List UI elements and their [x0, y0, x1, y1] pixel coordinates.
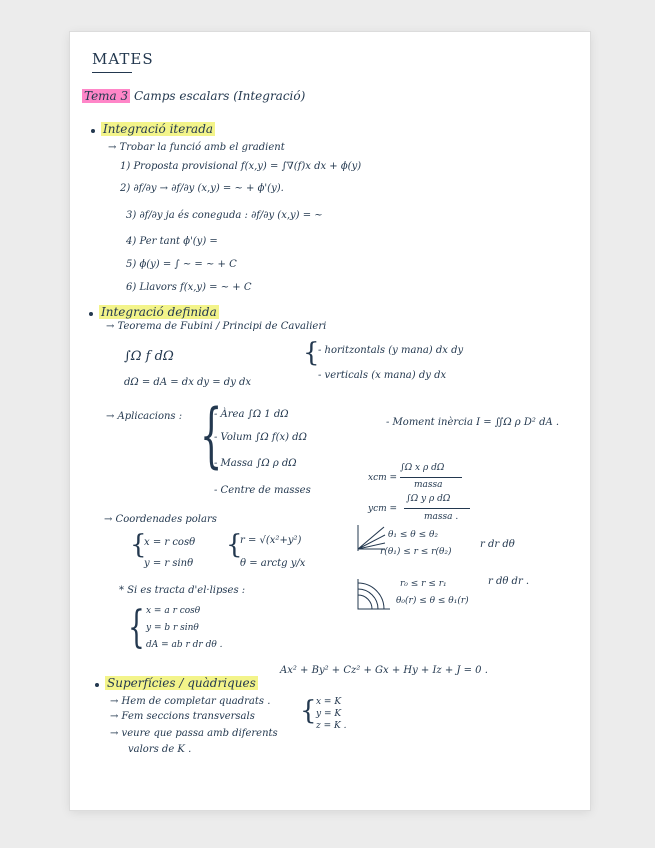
ycm-numerator: ∫Ω y ρ dΩ: [406, 494, 451, 504]
brace: {: [300, 696, 317, 726]
polar-ring-sketch: [356, 577, 392, 611]
xcm-label: xcm =: [368, 473, 398, 483]
bullet-dot: [89, 312, 93, 316]
section-plane: y = K: [316, 709, 342, 719]
section-plane: z = K .: [316, 721, 347, 731]
application-item: - Àrea ∫Ω 1 dΩ: [214, 409, 289, 420]
applications-label: → Aplicacions :: [106, 411, 183, 422]
iterated-line: 6) Llavors f(x,y) = ~ + C: [126, 282, 252, 293]
topic-label: Tema 3: [84, 89, 129, 103]
quadric-step: → Hem de completar quadrats .: [110, 696, 271, 707]
polar-eq: θ = arctg y/x: [240, 558, 306, 569]
brace: {: [200, 394, 223, 476]
integral-expression: ∫Ω f dΩ: [124, 349, 174, 364]
topic-line: [82, 90, 305, 102]
application-item: - Massa ∫Ω ρ dΩ: [214, 458, 297, 469]
xcm-denominator: massa: [414, 480, 443, 490]
differential-line: dΩ = dA = dx dy = dy dx: [124, 377, 252, 388]
polar-differential: r dr dθ: [480, 539, 515, 550]
quadric-step: → veure que passa amb diferents: [110, 728, 278, 739]
order-line: - horitzontals (y mana) dx dy: [318, 345, 464, 356]
inertia-line: - Moment inèrcia I = ∬Ω ρ D² dA .: [386, 417, 560, 428]
section-definite-heading: Integració definida: [101, 305, 217, 319]
iterated-line: 3) ∂f/∂y ja és coneguda : ∂f/∂y (x,y) = ~: [126, 210, 323, 221]
ellipse-eq: x = a r cosθ: [146, 606, 201, 616]
order-line: - verticals (x mana) dy dx: [318, 370, 447, 381]
quadric-equation: Ax² + By² + Cz² + Gx + Hy + Iz + J = 0 .: [280, 665, 488, 676]
ycm-label: ycm =: [368, 504, 398, 514]
title-underline: [92, 72, 132, 73]
brace: {: [128, 602, 145, 653]
section-plane: x = K: [316, 697, 342, 707]
polar-eq: r = √(x²+y²): [240, 535, 302, 546]
topic-title: Camps escalars (Integració): [133, 89, 306, 103]
iterated-line: 4) Per tant ϕ'(y) =: [126, 236, 218, 247]
ellipse-eq: dA = ab r dr dθ .: [146, 640, 223, 650]
ellipse-label: * Si es tracta d'el·lipses :: [119, 585, 246, 596]
brace: {: [130, 530, 147, 560]
brace: {: [303, 338, 320, 368]
ring-limit: r₀ ≤ r ≤ r₁: [400, 579, 447, 589]
iterated-line: → Trobar la funció amb el gradient: [108, 142, 285, 153]
bullet-dot: [95, 683, 99, 687]
iterated-line: 1) Proposta provisional f(x,y) = ∫∇(f)x dx + ϕ(y): [120, 161, 362, 172]
fubini-line: → Teorema de Fubini / Principi de Cavalieri: [106, 321, 327, 332]
ring-differential: r dθ dr .: [488, 576, 530, 587]
section-iterated-heading: Integració iterada: [103, 122, 214, 136]
application-item: - Centre de masses: [214, 485, 311, 496]
ring-limit: θ₀(r) ≤ θ ≤ θ₁(r): [396, 596, 469, 606]
brace: {: [226, 530, 243, 560]
polar-limit: r(θ₁) ≤ r ≤ r(θ₂): [380, 547, 452, 557]
quadric-step: → Fem seccions transversals: [110, 711, 255, 722]
fraction-bar: [400, 477, 462, 478]
application-item: - Volum ∫Ω f(x) dΩ: [214, 432, 307, 443]
xcm-numerator: ∫Ω x ρ dΩ: [400, 463, 445, 473]
polar-label: → Coordenades polars: [104, 514, 217, 525]
ellipse-eq: y = b r sinθ: [146, 623, 199, 633]
quadric-step: valors de K .: [128, 744, 192, 755]
ycm-denominator: massa .: [424, 512, 459, 522]
bullet-dot: [91, 129, 95, 133]
polar-eq: y = r sinθ: [144, 558, 194, 569]
page-title: MATES: [92, 50, 154, 68]
section-quadrics-heading: Superfícies / quàdriques: [107, 676, 256, 690]
polar-limit: θ₁ ≤ θ ≤ θ₂: [388, 530, 438, 540]
polar-eq: x = r cosθ: [144, 537, 196, 548]
iterated-line: 2) ∂f/∂y → ∂f/∂y (x,y) = ~ + ϕ'(y).: [120, 183, 284, 194]
fraction-bar: [404, 508, 470, 509]
iterated-line: 5) ϕ(y) = ∫ ~ = ~ + C: [126, 259, 237, 270]
